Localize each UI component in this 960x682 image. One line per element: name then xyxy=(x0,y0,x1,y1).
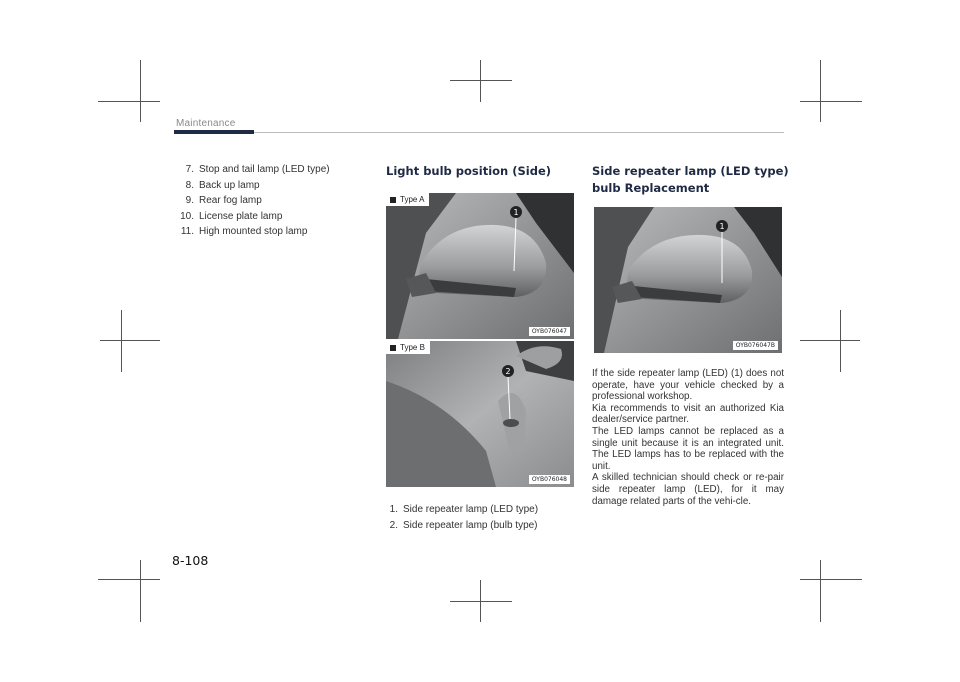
registration-mark xyxy=(450,80,512,81)
mirror-illustration xyxy=(594,207,782,353)
crop-mark xyxy=(98,101,160,102)
list-item: 2. Side repeater lamp (bulb type) xyxy=(389,519,538,531)
registration-mark xyxy=(100,340,160,341)
square-bullet-icon xyxy=(390,197,396,203)
fender-illustration xyxy=(386,341,574,487)
instruction-text xyxy=(592,368,784,507)
square-bullet-icon xyxy=(390,345,396,351)
crop-mark xyxy=(820,560,821,622)
crop-mark xyxy=(140,560,141,622)
figure-code: OYB076048 xyxy=(529,475,570,484)
list-item: 10. License plate lamp xyxy=(180,210,283,222)
list-item: 9. Rear fog lamp xyxy=(185,195,262,206)
paragraph: Kia recommends to visit an authorized Kia dealer/service partner. xyxy=(592,402,784,426)
list-item: 1. Side repeater lamp (LED type) xyxy=(389,504,539,515)
crop-mark xyxy=(98,579,160,580)
crop-mark xyxy=(800,579,862,580)
paragraph: A skilled technician should check or re-pair side repeater lamp (LED), for it may damage related parts of the vehi-cle. xyxy=(592,472,784,507)
page-number: 8-108 xyxy=(172,553,209,568)
svg-text:2: 2 xyxy=(505,367,511,376)
registration-mark xyxy=(840,310,841,372)
section-title: Side repeater lamp (LED type) bulb Replacement xyxy=(592,164,789,195)
figure-legend xyxy=(386,502,538,533)
registration-mark xyxy=(480,580,481,622)
crop-mark xyxy=(820,60,821,122)
paragraph: The LED lamps cannot be replaced as a single unit because it is an integrated unit. The LED lamps has to be replaced with the unit. xyxy=(592,425,784,472)
crop-mark xyxy=(140,60,141,122)
list-item: 11. High mounted stop lamp xyxy=(180,226,308,237)
header-rule xyxy=(254,132,784,133)
crop-mark xyxy=(800,101,862,102)
header-accent-bar xyxy=(174,130,254,134)
registration-mark xyxy=(800,340,860,341)
registration-mark xyxy=(480,60,481,102)
paragraph: If the side repeater lamp (LED) (1) does not operate, have your vehicle checked by a professional workshop. xyxy=(592,368,784,403)
registration-mark xyxy=(121,310,122,372)
figure-type-b xyxy=(386,341,574,487)
registration-mark xyxy=(450,601,512,602)
svg-text:1: 1 xyxy=(513,208,519,217)
type-b-badge: Type B xyxy=(386,341,430,354)
figure-code: OYB076047B xyxy=(733,341,778,350)
mirror-illustration xyxy=(386,193,574,339)
svg-text:1: 1 xyxy=(719,222,725,231)
figure-code: OYB076047 xyxy=(529,327,570,336)
section-title: Light bulb position (Side) xyxy=(386,164,552,178)
section-header: Maintenance xyxy=(176,118,236,129)
figure-led-repeater xyxy=(594,207,782,353)
list-item: 7. Stop and tail lamp (LED type) xyxy=(185,164,330,175)
list-item: 8. Back up lamp xyxy=(185,179,260,191)
figure-type-a xyxy=(386,193,574,339)
type-a-badge: Type A xyxy=(386,193,429,206)
rear-lamp-list xyxy=(172,162,330,240)
